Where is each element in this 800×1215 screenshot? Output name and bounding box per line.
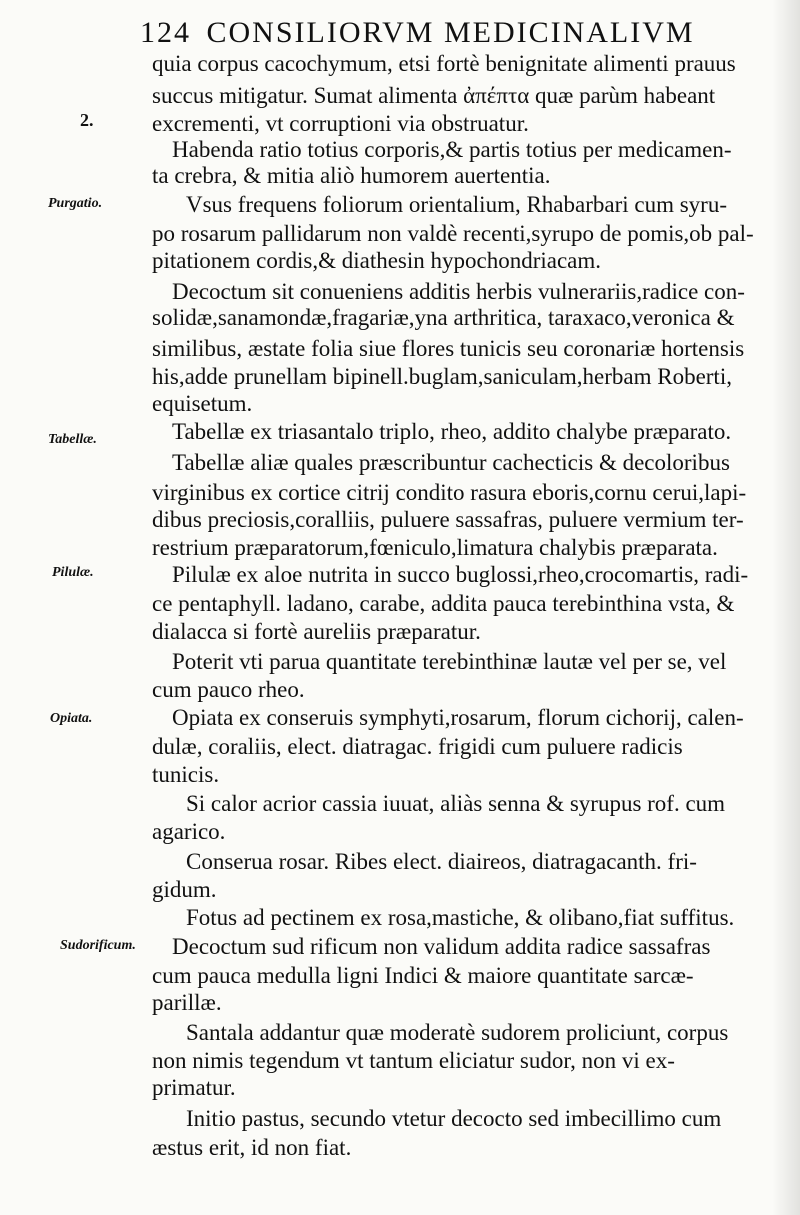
text-line: Habenda ratio totius corporis,& partis totius per medicamen-	[172, 137, 732, 162]
margin-note-pilulae: Pilulæ.	[52, 565, 94, 580]
text-line: pitationem cordis,& diathesin hypochondriacam.	[152, 248, 602, 273]
text-line: primatur.	[152, 1075, 236, 1100]
text-line: non nimis tegendum vt tantum eliciatur sudor, non vi ex-	[152, 1048, 675, 1073]
text-line: excrementi, vt corruptioni via obstruatur.	[152, 111, 529, 136]
page-edge-shadow	[772, 0, 800, 1215]
text-line: Poterit vti parua quantitate terebinthinæ lautæ vel per se, vel	[172, 649, 727, 674]
text-line: gidum.	[152, 877, 217, 902]
running-header	[140, 16, 695, 50]
page-number: 124	[140, 16, 191, 49]
margin-number-2: 2.	[80, 110, 94, 130]
text-line: ce pentaphyll. ladano, carabe, addita pauca terebinthina vsta, &	[152, 591, 735, 616]
text-line: cum pauca medulla ligni Indici & maiore quantitate sarcæ-	[152, 963, 694, 988]
text-line: parillæ.	[152, 990, 222, 1015]
margin-note-opiata: Opiata.	[50, 711, 93, 726]
text-line: Opiata ex conseruis symphyti,rosarum, florum cichorij, calen-	[172, 705, 744, 730]
text-line: Tabellæ aliæ quales præscribuntur cachecticis & decoloribus	[172, 450, 730, 475]
text-line: Pilulæ ex aloe nutrita in succo buglossi,rheo,crocomartis, radi-	[172, 562, 749, 587]
text-line: Decoctum sud rificum non validum addita radice sassafras	[172, 934, 711, 959]
text-line: ta crebra, & mitia aliò humorem auertentia.	[152, 163, 551, 188]
text-line: his,adde prunellam bipinell.buglam,saniculam,herbam Roberti,	[152, 364, 732, 389]
text-line: po rosarum pallidarum non valdè recenti,syrupo de pomis,ob pal-	[152, 221, 754, 246]
text-line: virginibus ex cortice citrij condito rasura eboris,cornu cerui,lapi-	[152, 480, 747, 505]
text-line: restrium præparatorum,fœniculo,limatura chalybis præparata.	[152, 535, 718, 560]
text-line: succus mitigatur. Sumat alimenta ἀπέπτα quæ parùm habeant	[152, 83, 716, 108]
text-line: tunicis.	[152, 762, 220, 787]
text-line: solidæ,sanamondæ,fragariæ,yna arthritica, taraxaco,veronica &	[152, 305, 735, 330]
text-line: Initio pastus, secundo vtetur decocto sed imbecillimo cum	[186, 1106, 722, 1131]
text-line: quia corpus cacochymum, etsi fortè benignitate alimenti prauus	[152, 51, 736, 76]
text-line: Santala addantur quæ moderatè sudorem proliciunt, corpus	[186, 1020, 729, 1045]
margin-note-sudorificum: Sudorificum.	[60, 938, 136, 953]
text-line: Vsus frequens foliorum orientalium, Rhabarbari cum syru-	[186, 192, 728, 217]
margin-note-purgatio: Purgatio.	[48, 196, 103, 211]
text-line: equisetum.	[152, 391, 253, 416]
text-line: Conserua rosar. Ribes elect. diaireos, diatragacanth. fri-	[186, 849, 697, 874]
text-line: cum pauco rheo.	[152, 677, 305, 702]
text-line: Tabellæ ex triasantalo triplo, rheo, addito chalybe præparato.	[172, 419, 732, 444]
text-line: Fotus ad pectinem ex rosa,mastiche, & olibano,fiat suffitus.	[186, 905, 735, 930]
text-line: æstus erit, id non fiat.	[152, 1135, 352, 1160]
running-title: CONSILIORVM MEDICINALIVM	[206, 16, 695, 49]
text-line: dulæ, coraliis, elect. diatragac. frigidi cum puluere radicis	[152, 734, 683, 759]
text-line: dibus preciosis,coralliis, puluere sassafras, puluere vermium ter-	[152, 507, 744, 532]
text-line: similibus, æstate folia siue flores tunicis seu coronariæ hortensis	[152, 336, 745, 361]
text-line: agarico.	[152, 819, 226, 844]
text-line: dialacca si fortè aureliis præparatur.	[152, 619, 481, 644]
text-line: Si calor acrior cassia iuuat, aliàs senna & syrupus rof. cum	[186, 791, 726, 816]
text-line: Decoctum sit conueniens additis herbis vulnerariis,radice con-	[172, 279, 745, 304]
margin-note-tabellae: Tabellæ.	[48, 432, 97, 447]
